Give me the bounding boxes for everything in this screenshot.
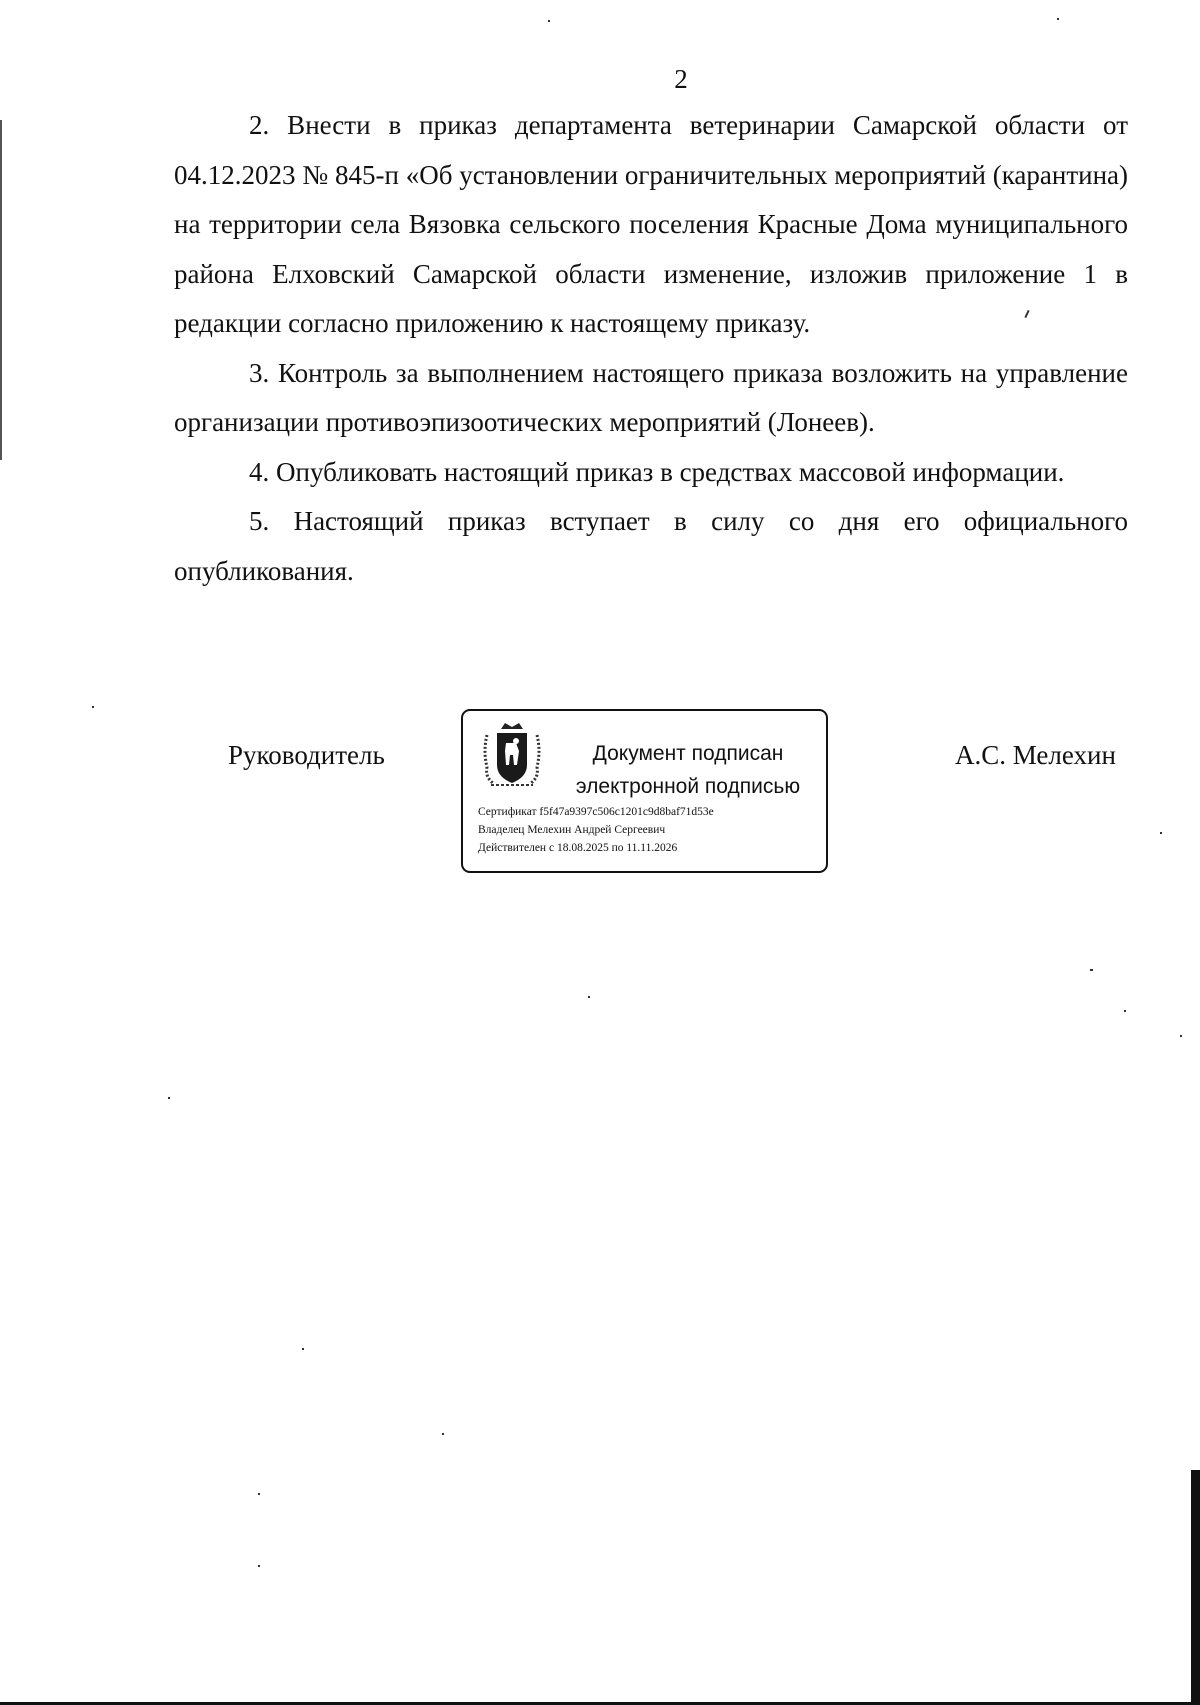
scan-speck xyxy=(92,706,94,708)
scan-speck xyxy=(442,1433,444,1435)
scan-speck xyxy=(302,1348,304,1350)
paragraph-3: 3. Контроль за выполнением настоящего приказа возложить на управление организации противоэпизоотических мероприятий (Лонеев). xyxy=(174,357,1128,437)
scan-edge-right xyxy=(1191,1470,1200,1705)
samara-coat-of-arms-icon xyxy=(481,721,543,791)
scan-speck xyxy=(168,1097,170,1099)
scan-speck xyxy=(1057,18,1059,20)
paragraph-5: 5. Настоящий приказ вступает в силу со дня его официального опубликования. xyxy=(174,506,1128,586)
stamp-heading xyxy=(563,737,813,803)
signer-name: А.С. Мелехин xyxy=(955,740,1116,770)
stamp-heading-line2: электронной подписью xyxy=(575,775,801,798)
scan-speck xyxy=(258,1493,260,1495)
scan-speck xyxy=(1180,1035,1182,1037)
scan-speck xyxy=(1124,1010,1126,1012)
stamp-certificate: Сертификат f5f47a9397c506c1201c9d8baf71d53e xyxy=(478,806,714,818)
stamp-owner: Владелец Мелехин Андрей Сергеевич xyxy=(478,824,666,836)
stamp-validity: Действителен с 18.08.2025 по 11.11.2026 xyxy=(478,842,678,854)
paragraph-4: 4. Опубликовать настоящий приказ в средствах массовой информации. xyxy=(249,456,1065,487)
scan-speck xyxy=(1160,832,1162,834)
scan-edge-left xyxy=(0,120,2,460)
scan-speck xyxy=(1090,969,1093,971)
scan-speck xyxy=(588,996,590,998)
document-body xyxy=(174,101,1128,596)
scan-speck xyxy=(548,20,550,22)
stamp-details xyxy=(478,803,714,857)
stamp-heading-line1: Документ подписан xyxy=(592,742,784,765)
paragraph-2: 2. Внести в приказ департамента ветеринарии Самарской области от 04.12.2023 № 845-п «Об установлении ограничительных мероприятий (карантина) на территории села Вязовка сельского поселения Красные Дома муниципального района Елховский Самарской области изменение, изложив приложение 1 в редакции согласно приложению к настоящему приказу. xyxy=(174,110,1128,338)
scan-speck xyxy=(258,1565,260,1567)
page-number: 2 xyxy=(674,64,688,94)
signer-title: Руководитель xyxy=(228,740,385,770)
electronic-signature-stamp xyxy=(461,709,828,873)
